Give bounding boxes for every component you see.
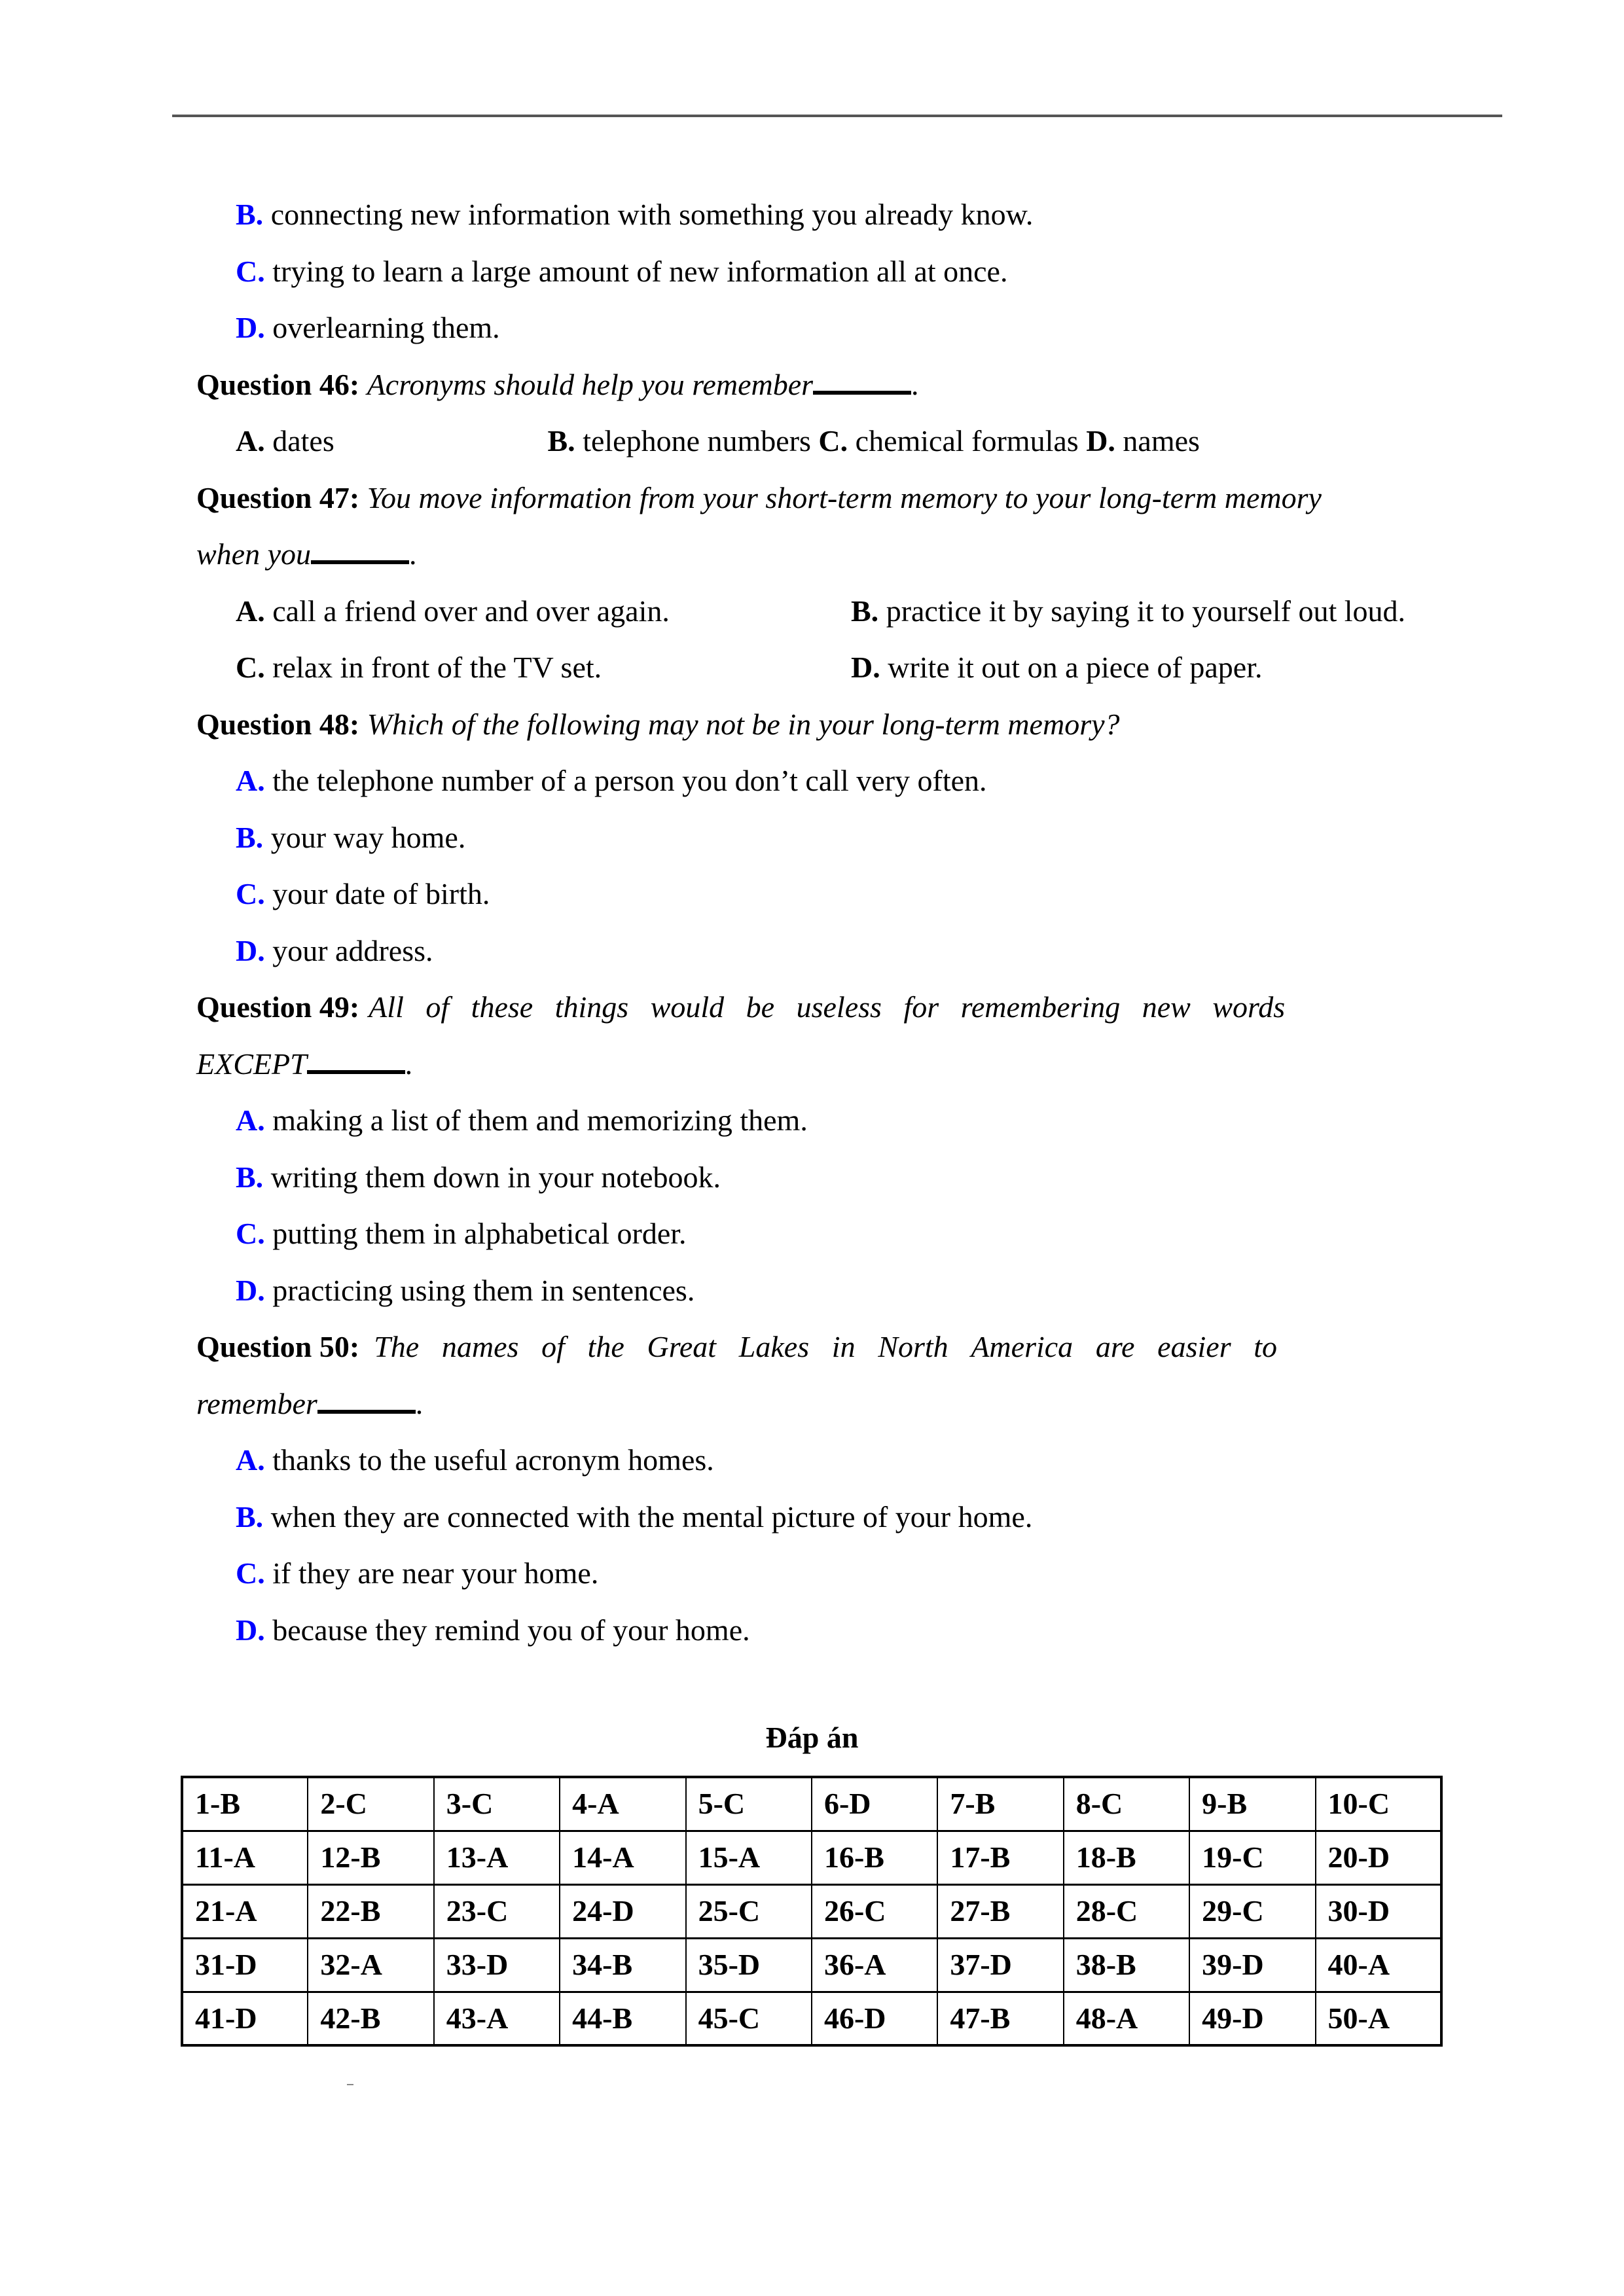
- question-word: to: [1254, 1330, 1278, 1363]
- answer-cell: 30-D: [1316, 1884, 1441, 1938]
- question-word: North: [878, 1330, 948, 1363]
- question-word: All: [369, 990, 404, 1024]
- question-text: [374, 1319, 1277, 1376]
- answer-cell: 41-D: [182, 1992, 308, 2045]
- q48-option-a: [196, 753, 1479, 810]
- question-word: words: [1212, 990, 1286, 1024]
- answer-blank: [307, 1044, 405, 1074]
- answer-cell: 16-B: [812, 1831, 937, 1884]
- q47-option-a: [196, 583, 851, 640]
- q49-stem-line2: [196, 1036, 1479, 1093]
- question-number: Question 47:: [196, 480, 360, 514]
- answer-cell: 17-B: [937, 1831, 1063, 1884]
- question-word: Lakes: [738, 1330, 810, 1363]
- answer-cell: 4-A: [560, 1777, 685, 1831]
- question-word: for: [903, 990, 939, 1024]
- option-label: D.: [236, 1273, 265, 1307]
- answer-row: [182, 1884, 1441, 1938]
- answer-cell: 14-A: [560, 1831, 685, 1884]
- answer-cell: 29-C: [1189, 1884, 1315, 1938]
- answer-cell: 5-C: [686, 1777, 812, 1831]
- answer-cell: 44-B: [560, 1992, 685, 2045]
- q50-stem-line2: [196, 1376, 1479, 1433]
- q45-option-d: [196, 300, 1479, 357]
- question-text: You move information from your short-term memory to your long-term memory: [367, 480, 1322, 514]
- question-word: of: [541, 1330, 565, 1363]
- answer-cell: 7-B: [937, 1777, 1063, 1831]
- answer-cell: 48-A: [1064, 1992, 1189, 2045]
- q47-stem-line2: [196, 526, 1479, 583]
- q46-option-d: [1086, 424, 1200, 457]
- question-word: The: [374, 1330, 420, 1363]
- answer-cell: 18-B: [1064, 1831, 1189, 1884]
- answer-cell: 38-B: [1064, 1938, 1189, 1992]
- option-text: write it out on a piece of paper.: [888, 651, 1263, 684]
- question-word: in: [831, 1330, 856, 1363]
- option-label: B.: [236, 1160, 264, 1194]
- question-word: names: [441, 1330, 519, 1363]
- question-number: Question 49:: [196, 990, 360, 1024]
- punctuation: .: [409, 537, 417, 571]
- q48-option-d: [196, 923, 1479, 980]
- option-label: C.: [236, 877, 265, 910]
- option-label: B.: [236, 820, 264, 854]
- q50-option-d: [196, 1602, 1479, 1659]
- option-text: relax in front of the TV set.: [272, 651, 602, 684]
- q47-stem-line1: [196, 470, 1479, 527]
- answer-cell: 12-B: [308, 1831, 433, 1884]
- option-label: D.: [851, 651, 880, 684]
- answer-blank: [317, 1384, 416, 1414]
- answer-cell: 46-D: [812, 1992, 937, 2045]
- option-text: practicing using them in sentences.: [272, 1273, 695, 1307]
- question-text: remember: [196, 1386, 317, 1420]
- question-text: EXCEPT: [196, 1047, 307, 1081]
- stray-mark: [347, 2084, 353, 2085]
- option-label: C.: [236, 651, 265, 684]
- q45-option-b: [196, 187, 1479, 243]
- option-label: C.: [236, 1556, 265, 1590]
- q49-stem-line1: [196, 979, 1479, 1036]
- answer-cell: 34-B: [560, 1938, 685, 1992]
- option-text: dates: [272, 424, 334, 457]
- question-number: Question 46:: [196, 367, 360, 401]
- question-text: [369, 979, 1285, 1036]
- option-text: call a friend over and over again.: [272, 594, 670, 628]
- answer-cell: 50-A: [1316, 1992, 1441, 2045]
- option-label: B.: [547, 424, 575, 457]
- q47-options-row1: [196, 583, 1479, 640]
- q50-option-c: [196, 1545, 1479, 1602]
- answer-cell: 43-A: [434, 1992, 560, 2045]
- answer-cell: 25-C: [686, 1884, 812, 1938]
- q49-option-b: [196, 1149, 1479, 1206]
- answer-cell: 1-B: [182, 1777, 308, 1831]
- q47-option-d: [851, 639, 1262, 696]
- answer-row: [182, 1777, 1441, 1831]
- option-text: names: [1123, 424, 1200, 457]
- option-text: thanks to the useful acronym homes.: [272, 1443, 714, 1477]
- option-label: A.: [236, 594, 265, 628]
- q50-option-b: [196, 1489, 1479, 1546]
- answer-cell: 19-C: [1189, 1831, 1315, 1884]
- q47-options-row2: [196, 639, 1479, 696]
- q47-option-b: [851, 583, 1405, 640]
- answer-cell: 20-D: [1316, 1831, 1441, 1884]
- q47-option-c: [196, 639, 851, 696]
- option-text: trying to learn a large amount of new information all at once.: [272, 254, 1008, 288]
- question-word: are: [1095, 1330, 1135, 1363]
- option-text: overlearning them.: [272, 311, 500, 344]
- answer-cell: 8-C: [1064, 1777, 1189, 1831]
- option-label: B.: [236, 198, 264, 231]
- header-rule: [172, 115, 1502, 117]
- answer-row: [182, 1992, 1441, 2045]
- answer-cell: 11-A: [182, 1831, 308, 1884]
- q48-option-b: [196, 810, 1479, 867]
- q48-stem: [196, 696, 1479, 753]
- answer-cell: 28-C: [1064, 1884, 1189, 1938]
- answer-key-table: [181, 1776, 1443, 2047]
- q49-option-d: [196, 1263, 1479, 1319]
- option-text: chemical formulas: [855, 424, 1079, 457]
- answer-cell: 27-B: [937, 1884, 1063, 1938]
- question-word: would: [650, 990, 725, 1024]
- q50-option-a: [196, 1432, 1479, 1489]
- question-word: of: [425, 990, 450, 1024]
- q46-stem: [196, 357, 1479, 414]
- answer-blank: [311, 534, 409, 564]
- question-word: the: [587, 1330, 624, 1363]
- answer-row: [182, 1831, 1441, 1884]
- option-label: C.: [236, 1217, 265, 1250]
- answer-cell: 22-B: [308, 1884, 433, 1938]
- answer-key-title: Đáp án: [765, 1721, 859, 1754]
- q46-option-a: [236, 413, 540, 470]
- question-word: be: [746, 990, 775, 1024]
- option-text: when they are connected with the mental picture of your home.: [270, 1499, 1033, 1534]
- option-text: your address.: [272, 933, 433, 967]
- answer-cell: 37-D: [937, 1938, 1063, 1992]
- answer-cell: 35-D: [686, 1938, 812, 1992]
- q46-option-b: [540, 424, 818, 457]
- answer-cell: 40-A: [1316, 1938, 1441, 1992]
- answer-cell: 21-A: [182, 1884, 308, 1938]
- option-text: your way home.: [270, 820, 466, 854]
- option-text: your date of birth.: [272, 877, 490, 910]
- answer-cell: 2-C: [308, 1777, 433, 1831]
- q50-stem-line1: [196, 1319, 1479, 1376]
- option-label: A.: [236, 424, 265, 457]
- question-number: Question 48:: [196, 707, 360, 741]
- answer-cell: 47-B: [937, 1992, 1063, 2045]
- answer-cell: 15-A: [686, 1831, 812, 1884]
- question-word: useless: [796, 990, 882, 1024]
- punctuation: .: [405, 1047, 413, 1081]
- answer-cell: 33-D: [434, 1938, 560, 1992]
- answer-cell: 23-C: [434, 1884, 560, 1938]
- question-content: [196, 187, 1479, 1659]
- answer-cell: 31-D: [182, 1938, 308, 1992]
- question-text: Which of the following may not be in your long-term memory?: [367, 707, 1120, 741]
- option-label: C.: [236, 254, 265, 288]
- question-word: new: [1142, 990, 1191, 1024]
- question-text: Acronyms should help you remember: [367, 367, 814, 401]
- punctuation: .: [911, 367, 919, 401]
- option-text: practice it by saying it to yourself out loud.: [886, 594, 1406, 628]
- option-text: because they remind you of your home.: [272, 1613, 750, 1647]
- punctuation: .: [415, 1386, 424, 1420]
- option-label: D.: [236, 1613, 265, 1647]
- question-word: things: [554, 990, 629, 1024]
- option-text: connecting new information with something you already know.: [270, 198, 1034, 231]
- option-label: C.: [818, 424, 848, 457]
- answer-cell: 42-B: [308, 1992, 433, 2045]
- answer-cell: 6-D: [812, 1777, 937, 1831]
- option-text: putting them in alphabetical order.: [272, 1217, 687, 1250]
- q49-option-c: [196, 1206, 1479, 1263]
- answer-cell: 26-C: [812, 1884, 937, 1938]
- q48-option-c: [196, 866, 1479, 923]
- answer-blank: [813, 365, 911, 395]
- answer-cell: 45-C: [686, 1992, 812, 2045]
- option-text: making a list of them and memorizing them.: [272, 1103, 808, 1137]
- option-label: D.: [236, 311, 265, 344]
- answer-cell: 13-A: [434, 1831, 560, 1884]
- answer-cell: 3-C: [434, 1777, 560, 1831]
- question-word: easier: [1157, 1330, 1231, 1363]
- option-label: B.: [851, 594, 879, 628]
- answer-cell: 24-D: [560, 1884, 685, 1938]
- option-label: A.: [236, 1443, 265, 1477]
- q49-option-a: [196, 1092, 1479, 1149]
- answer-cell: 9-B: [1189, 1777, 1315, 1831]
- answer-cell: 39-D: [1189, 1938, 1315, 1992]
- answer-cell: 32-A: [308, 1938, 433, 1992]
- question-word: remembering: [960, 990, 1121, 1024]
- question-number: Question 50:: [196, 1330, 360, 1363]
- q46-options: [196, 413, 1479, 470]
- question-word: these: [471, 990, 533, 1024]
- option-label: D.: [236, 933, 265, 967]
- option-label: A.: [236, 764, 265, 797]
- q46-option-c: [818, 424, 1086, 457]
- option-label: D.: [1086, 424, 1115, 457]
- answer-row: [182, 1938, 1441, 1992]
- option-text: if they are near your home.: [272, 1556, 599, 1590]
- answer-cell: 10-C: [1316, 1777, 1441, 1831]
- question-word: America: [971, 1330, 1074, 1363]
- answer-cell: 49-D: [1189, 1992, 1315, 2045]
- option-text: telephone numbers: [583, 424, 811, 457]
- option-label: B.: [236, 1499, 264, 1534]
- option-text: writing them down in your notebook.: [270, 1160, 721, 1194]
- option-text: the telephone number of a person you don’t call very often.: [272, 764, 987, 797]
- option-label: A.: [236, 1103, 265, 1137]
- answer-cell: 36-A: [812, 1938, 937, 1992]
- question-text: when you: [196, 537, 312, 571]
- question-word: Great: [647, 1330, 717, 1363]
- q45-option-c: [196, 243, 1479, 300]
